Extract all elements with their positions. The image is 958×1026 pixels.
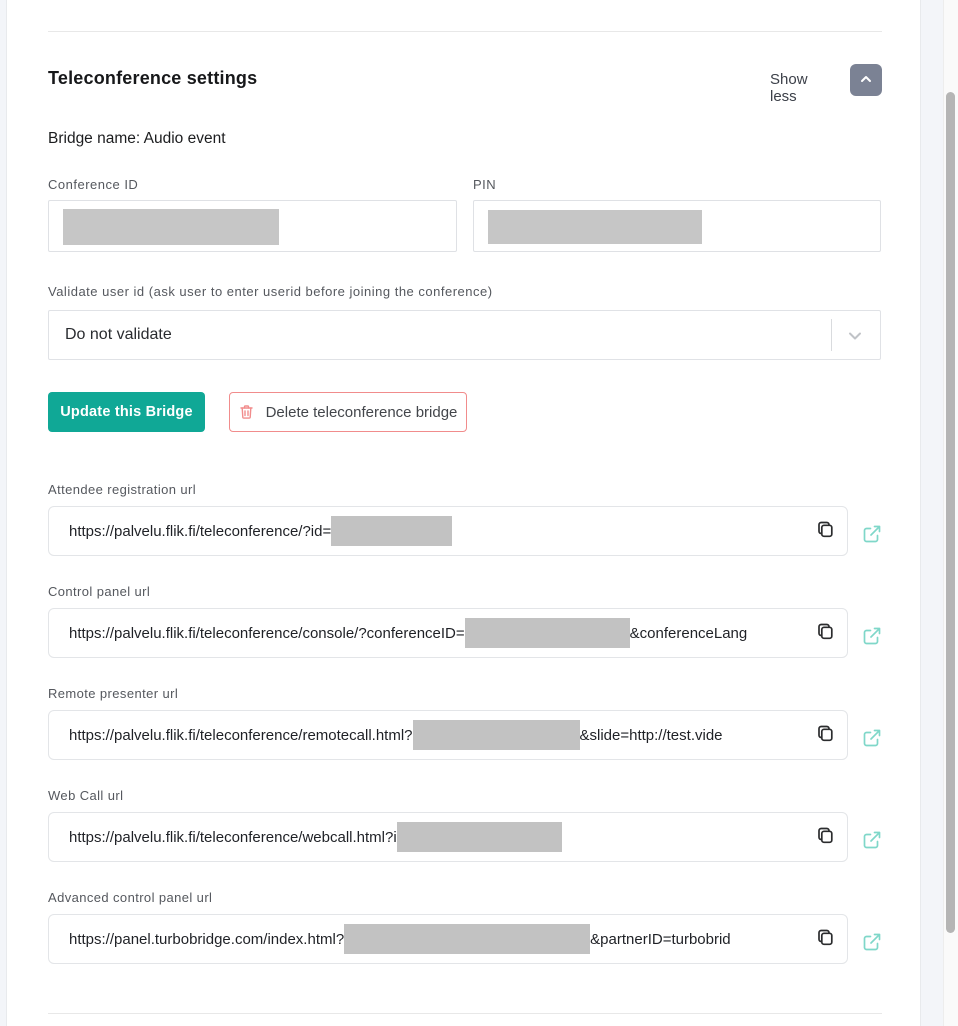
trash-icon — [239, 404, 254, 420]
copy-icon — [814, 927, 835, 951]
url-suffix-text: &partnerID=turbobrid — [590, 930, 731, 948]
page-gutter — [922, 0, 943, 1026]
url-redacted-segment — [344, 924, 590, 954]
scrollbar-thumb[interactable] — [946, 92, 955, 933]
top-divider — [48, 31, 882, 32]
web-call-url-label: Web Call url — [48, 788, 124, 803]
attendee-registration-url-label: Attendee registration url — [48, 482, 197, 497]
conference-id-label: Conference ID — [48, 177, 139, 192]
copy-icon — [814, 825, 835, 849]
external-link-icon[interactable] — [862, 932, 882, 952]
chevron-up-icon — [859, 72, 873, 89]
delete-bridge-label: Delete teleconference bridge — [265, 403, 458, 421]
copy-url-button[interactable] — [807, 514, 841, 548]
url-prefix-text: https://palvelu.flik.fi/teleconference/?id= — [69, 522, 332, 540]
url-suffix-text: &slide=http://test.vide — [579, 726, 723, 744]
show-less-link[interactable]: Show less — [770, 71, 808, 105]
pin-redacted-value — [488, 210, 702, 244]
validate-user-id-label: Validate user id (ask user to enter userid before joining the conference) — [48, 284, 493, 299]
collapse-section-button[interactable] — [850, 64, 882, 96]
pin-label: PIN — [473, 177, 497, 192]
update-bridge-button[interactable]: Update this Bridge — [48, 392, 205, 432]
control-panel-url-label: Control panel url — [48, 584, 151, 599]
web-call-url-field[interactable] — [48, 812, 848, 862]
external-link-icon[interactable] — [862, 626, 882, 646]
pin-field[interactable] — [473, 200, 881, 252]
remote-presenter-url-label: Remote presenter url — [48, 686, 179, 701]
attendee-registration-url-field[interactable] — [48, 506, 848, 556]
advanced-control-panel-url-label: Advanced control panel url — [48, 890, 213, 905]
url-redacted-segment — [397, 822, 562, 852]
select-divider — [831, 319, 832, 351]
copy-url-button[interactable] — [807, 922, 841, 956]
external-link-icon[interactable] — [862, 524, 882, 544]
conference-id-field[interactable] — [48, 200, 457, 252]
url-redacted-segment — [465, 618, 630, 648]
validate-user-id-select[interactable] — [48, 310, 881, 360]
remote-presenter-url-field[interactable] — [48, 710, 848, 760]
url-suffix-text: &conferenceLang — [629, 624, 748, 642]
url-prefix-text: https://palvelu.flik.fi/teleconference/remotecall.html? — [69, 726, 413, 744]
url-redacted-segment — [413, 720, 580, 750]
chevron-down-icon — [844, 325, 866, 352]
bridge-name-text: Bridge name: Audio event — [48, 130, 226, 147]
external-link-icon[interactable] — [862, 830, 882, 850]
url-redacted-segment — [331, 516, 452, 546]
control-panel-url-field[interactable] — [48, 608, 848, 658]
bottom-divider — [48, 1013, 882, 1014]
section-title: Teleconference settings — [48, 68, 258, 88]
copy-icon — [814, 621, 835, 645]
copy-icon — [814, 519, 835, 543]
url-prefix-text: https://palvelu.flik.fi/teleconference/webcall.html?i — [69, 828, 397, 846]
copy-icon — [814, 723, 835, 747]
external-link-icon[interactable] — [862, 728, 882, 748]
url-prefix-text: https://panel.turbobridge.com/index.html? — [69, 930, 345, 948]
url-prefix-text: https://palvelu.flik.fi/teleconference/console/?conferenceID= — [69, 624, 465, 642]
advanced-control-panel-url-field[interactable] — [48, 914, 848, 964]
selected-option-text: Do not validate — [65, 326, 172, 343]
copy-url-button[interactable] — [807, 718, 841, 752]
conference-id-redacted-value — [63, 209, 279, 245]
copy-url-button[interactable] — [807, 820, 841, 854]
delete-bridge-button[interactable] — [229, 392, 467, 432]
copy-url-button[interactable] — [807, 616, 841, 650]
